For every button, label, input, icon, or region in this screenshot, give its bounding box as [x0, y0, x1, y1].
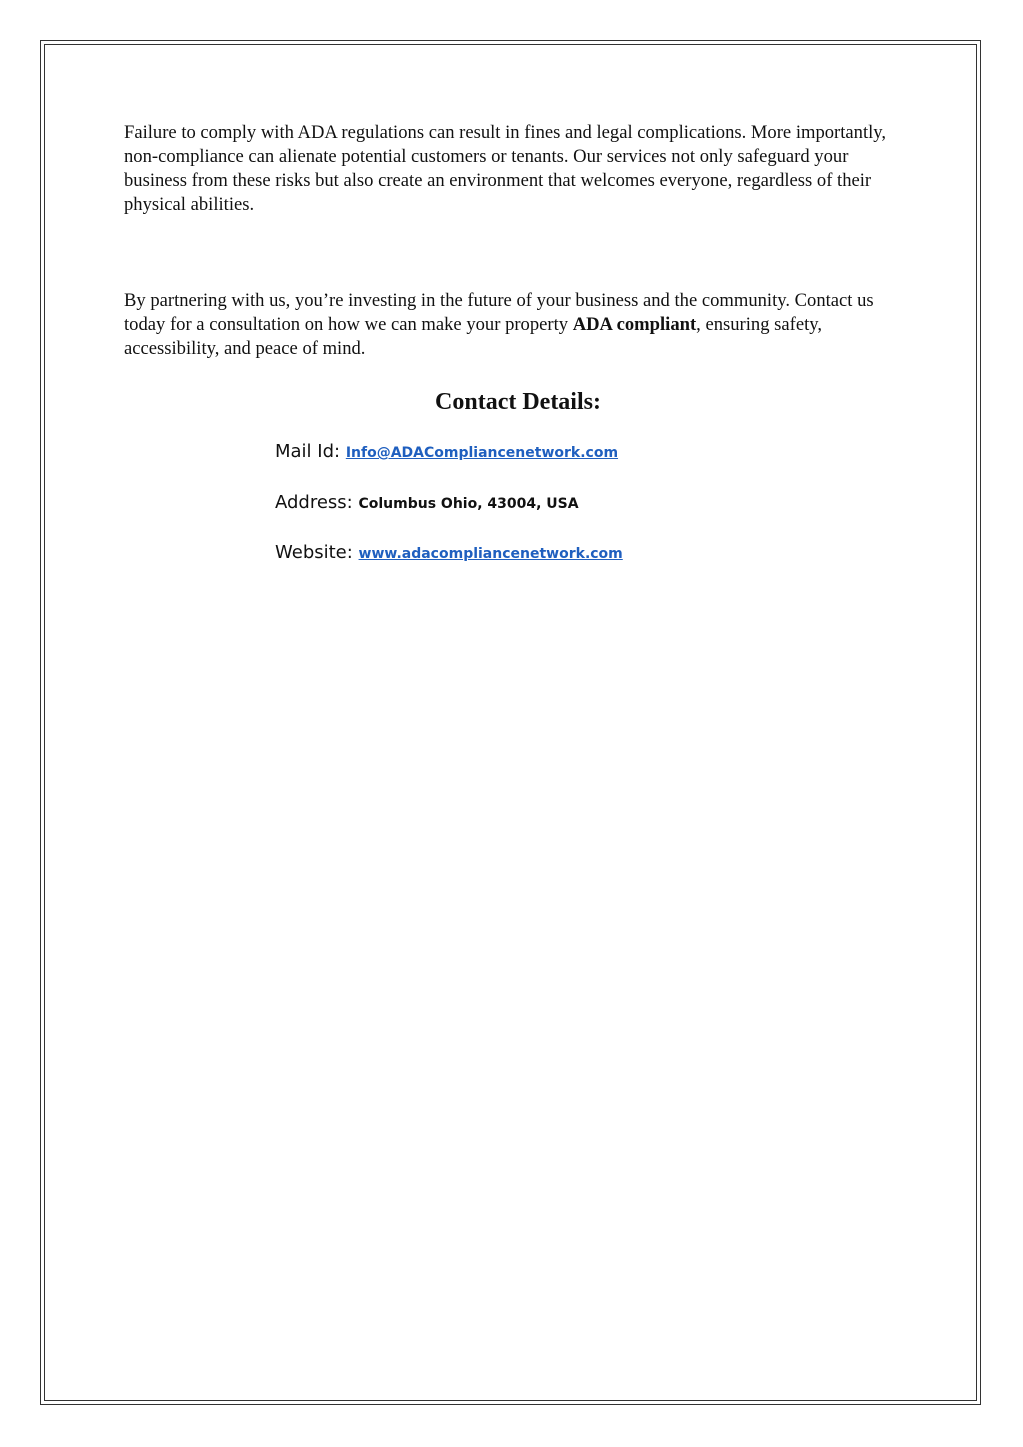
mail-label: Mail Id: — [275, 441, 346, 462]
address-value: Columbus Ohio, 43004, USA — [358, 496, 579, 512]
mail-link[interactable]: Info@ADACompliancenetwork.com — [345, 445, 619, 461]
contact-address-row — [275, 492, 875, 513]
contact-website-row — [275, 542, 875, 563]
paragraph-partnering — [124, 289, 904, 361]
contact-mail-row — [275, 441, 875, 462]
paragraph-compliance-risks: Failure to comply with ADA regulations can result in fines and legal complications. More importantly, non-compliance can alienate potential customers or tenants. Our services not only safeguard your business from these risks but also create an environment that welcomes everyone, regardless of their physical abilities. — [124, 122, 887, 215]
ada-compliant-emphasis: ADA compliant — [572, 314, 697, 335]
document-body — [124, 121, 904, 417]
website-link[interactable]: www.adacompliancenetwork.com — [358, 546, 623, 562]
paragraph-partnering-text-1: By partnering with us, you’re investing in the future of your business and the community. Contact us today for a consultation on how we can make your property — [124, 290, 874, 335]
paragraph-partnering-text-2: , ensuring safety, accessibility, and peace of mind. — [124, 314, 822, 359]
address-label: Address: — [275, 492, 359, 513]
website-label: Website: — [275, 542, 359, 563]
contact-details-heading: Contact Details: — [435, 389, 601, 415]
